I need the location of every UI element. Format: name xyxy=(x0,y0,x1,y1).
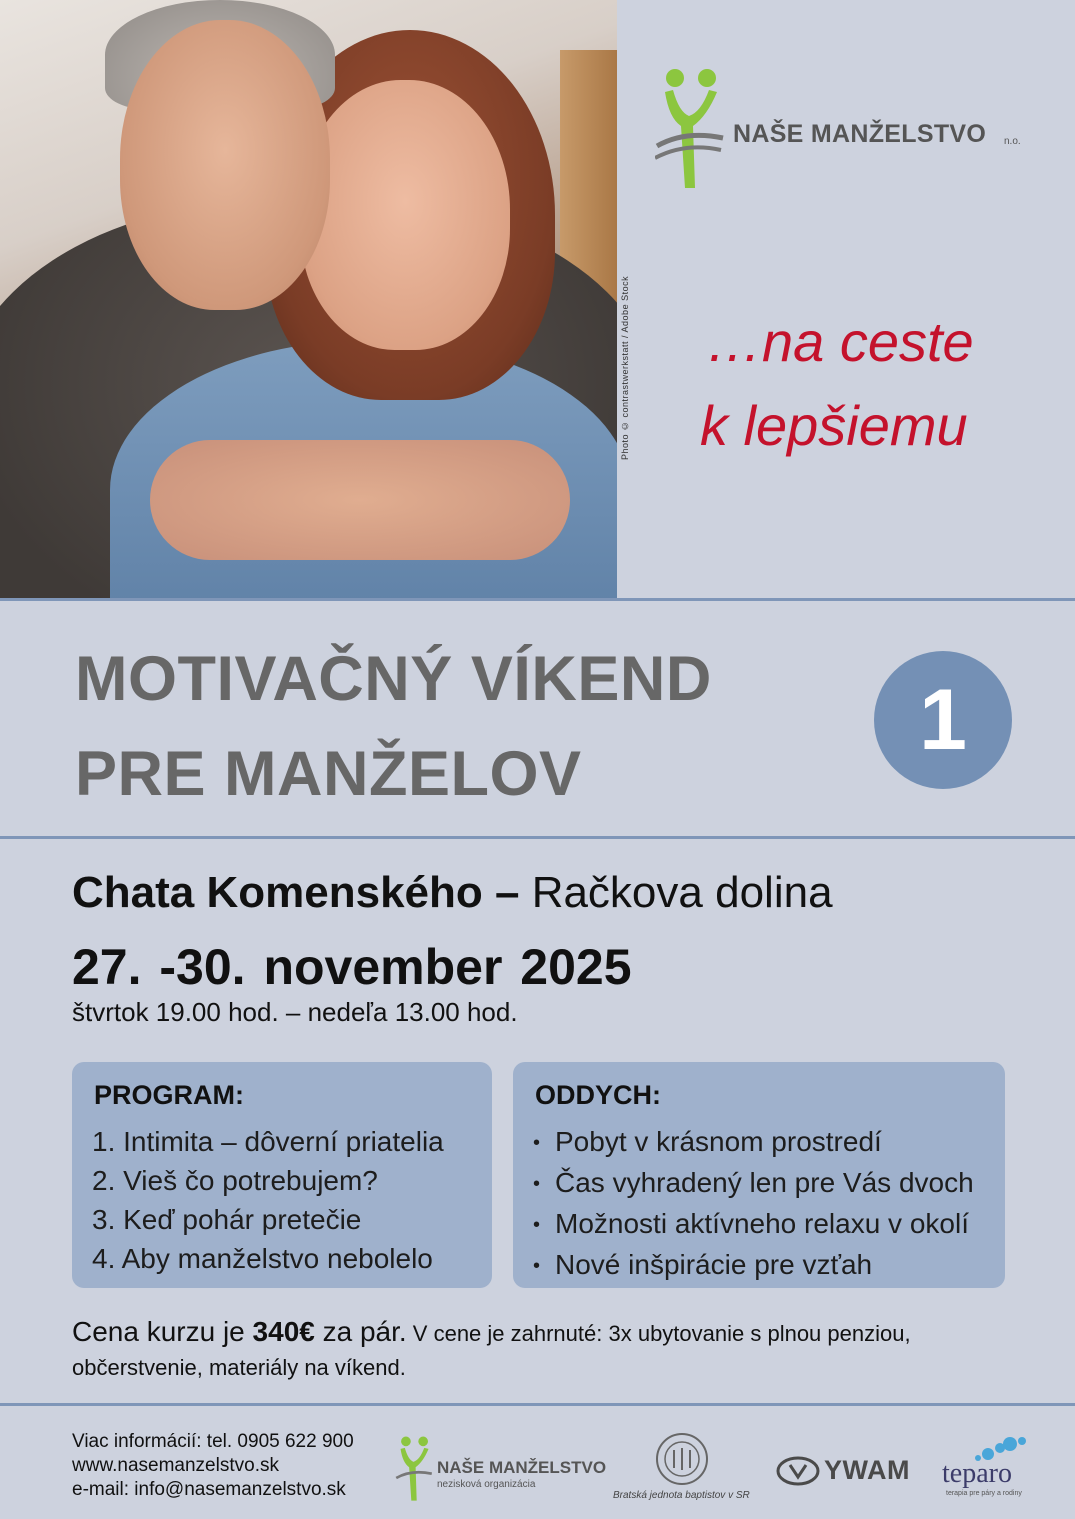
bullet-icon: • xyxy=(533,1132,541,1154)
logo-name: NAŠE MANŽELSTVO xyxy=(733,120,987,148)
price-note: V cene je zahrnuté: 3x ubytovanie s plnou penziou, xyxy=(406,1321,911,1346)
oddych-item xyxy=(533,1245,974,1286)
program-item: 1. Intimita – dôverní priatelia xyxy=(92,1126,444,1157)
partner-nm-sub: nezisková organizácia xyxy=(437,1479,536,1490)
couple-figures-icon xyxy=(655,68,725,198)
title-line-2: PRE MANŽELOV xyxy=(75,739,582,809)
venue-name: Chata Komenského xyxy=(72,868,483,917)
price-note-2: občerstvenie, materiály na víkend. xyxy=(72,1355,406,1380)
partner-teparo-sub: terapia pre páry a rodiny xyxy=(946,1490,1022,1497)
oddych-item xyxy=(533,1163,974,1204)
bjb-seal-icon xyxy=(655,1432,709,1486)
oddych-item-label: Možnosti aktívneho relaxu v okolí xyxy=(555,1208,969,1239)
ywam-globe-icon xyxy=(776,1455,820,1487)
program-box xyxy=(72,1062,492,1288)
title-line-1: MOTIVAČNÝ VÍKEND xyxy=(75,644,712,714)
program-item: 4. Aby manželstvo nebolelo xyxy=(92,1243,433,1274)
program-list xyxy=(92,1122,444,1278)
contact-email[interactable]: e-mail: info@nasemanzelstvo.sk xyxy=(72,1479,346,1500)
oddych-item xyxy=(533,1122,974,1163)
number-badge: 1 xyxy=(874,651,1012,789)
nase-manzelstvo-logo xyxy=(655,68,1035,198)
oddych-heading: ODDYCH: xyxy=(535,1080,661,1110)
partner-nase-manzelstvo xyxy=(395,1436,605,1506)
venue-place: Račkova dolina xyxy=(531,868,833,917)
contact-phone: Viac informácií: tel. 0905 622 900 xyxy=(72,1431,354,1452)
oddych-box xyxy=(513,1062,1005,1288)
price-prefix: Cena kurzu je xyxy=(72,1316,253,1347)
program-item: 3. Keď pohár pretečie xyxy=(92,1204,362,1235)
event-time: štvrtok 19.00 hod. – nedeľa 13.00 hod. xyxy=(72,997,518,1027)
photo-credit: Photo © contrastwerkstatt / Adobe Stock xyxy=(620,275,630,460)
oddych-item-label: Čas vyhradený len pre Vás dvoch xyxy=(555,1167,974,1198)
partner-teparo xyxy=(940,1436,1040,1506)
price-line xyxy=(72,1316,911,1348)
divider xyxy=(0,836,1075,839)
tagline xyxy=(700,300,1040,468)
tagline-line-1: …na ceste xyxy=(706,310,974,373)
oddych-list xyxy=(533,1122,974,1286)
contact-web[interactable]: www.nasemanzelstvo.sk xyxy=(72,1455,279,1476)
event-date: 27. -30. november 2025 xyxy=(72,939,632,995)
partner-teparo-label: teparo xyxy=(942,1458,1012,1489)
venue xyxy=(72,868,833,918)
event-title xyxy=(75,632,712,822)
program-heading: PROGRAM: xyxy=(94,1080,244,1110)
oddych-item xyxy=(533,1204,974,1245)
price-suffix: za pár. xyxy=(314,1316,407,1347)
couple-figures-icon xyxy=(395,1436,433,1506)
logo-suffix: n.o. xyxy=(1004,136,1021,147)
contact-info xyxy=(72,1430,354,1502)
oddych-item-label: Pobyt v krásnom prostredí xyxy=(555,1126,882,1157)
partner-ywam xyxy=(776,1455,926,1495)
price-amount: 340€ xyxy=(252,1316,315,1347)
bullet-icon: • xyxy=(533,1255,541,1277)
oddych-item-label: Nové inšpirácie pre vzťah xyxy=(555,1249,873,1280)
bullet-icon: • xyxy=(533,1214,541,1236)
partner-bjb xyxy=(613,1432,763,1510)
partner-bjb-caption: Bratská jednota baptistov v SR xyxy=(613,1490,750,1501)
divider xyxy=(0,1403,1075,1406)
partner-ywam-label: YWAM xyxy=(824,1455,910,1485)
tagline-line-2: k lepšiemu xyxy=(700,394,968,457)
program-item: 2. Vieš čo potrebujem? xyxy=(92,1165,378,1196)
venue-dash: – xyxy=(482,868,532,917)
bullet-icon: • xyxy=(533,1173,541,1195)
couple-photo xyxy=(0,0,617,600)
partner-nm-name: NAŠE MANŽELSTVO xyxy=(437,1458,607,1477)
divider xyxy=(0,598,1075,601)
